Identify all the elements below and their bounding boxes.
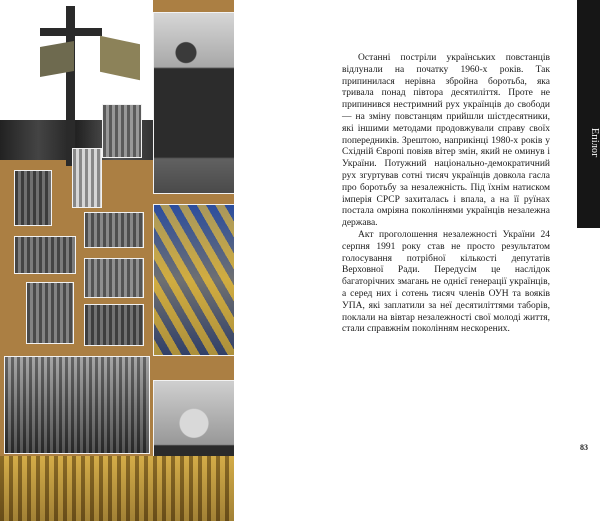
flag-left	[40, 41, 74, 77]
photo-group-1	[84, 212, 144, 248]
photo-cross	[72, 148, 102, 208]
photo-monument	[102, 104, 142, 158]
paragraph-1: Останні постріли українських повстанців відлунали на початку 1960-х років. Так припинилася нерівна збройна боротьба, яка тривала понад півтора десятиліття. Проте не припинився нестримний рух українців до свободи — на зміну повстанцям прийшли шістдесятники, які іншими методами продовжували справу своїх попередників. Зрештою, наприкінці 1980-х років у Східній Європі повіяв вітер змін, який не оминув і України. Потужний національно-демократичний рух згуртував сотні тисяч українців довкола гасла про боротьбу за незалежність. Під їхнім натиском імперія СРСР захиталась і впала, а на її руїнах постала омріяна поколіннями українців незалежна держава.	[342, 53, 550, 229]
photo-collage	[0, 0, 234, 521]
photo-group-4	[26, 282, 74, 344]
page-number: 83	[580, 443, 588, 452]
section-tab	[577, 0, 600, 228]
photo-insurgent-portrait	[153, 12, 234, 194]
photo-group-3	[84, 258, 144, 298]
section-tab-label: Епілог	[589, 128, 600, 158]
photo-group-5	[84, 304, 144, 346]
photo-flag-rally	[153, 204, 234, 356]
memorial-cross-bar	[40, 28, 102, 36]
body-text	[342, 53, 550, 336]
photo-army-formation	[4, 356, 150, 454]
photo-soldiers	[14, 170, 52, 226]
photo-group-2	[14, 236, 76, 274]
paragraph-2: Акт проголошення незалежності України 24 серпня 1991 року став не просто результатом голосування потрібної кількості депутатів Верховної Ради. Передусім це наслідок багаторічних змагань не однієї генерації українців, а серед них і сотень тисяч членів ОУН та вояків УПА, які заплатили за неї десятиліттями таборів, поклали на вівтар незалежності свої молоді життя, стали справжнім поколінням нескорених.	[342, 229, 550, 335]
crowd-photo-bottom	[0, 456, 234, 521]
